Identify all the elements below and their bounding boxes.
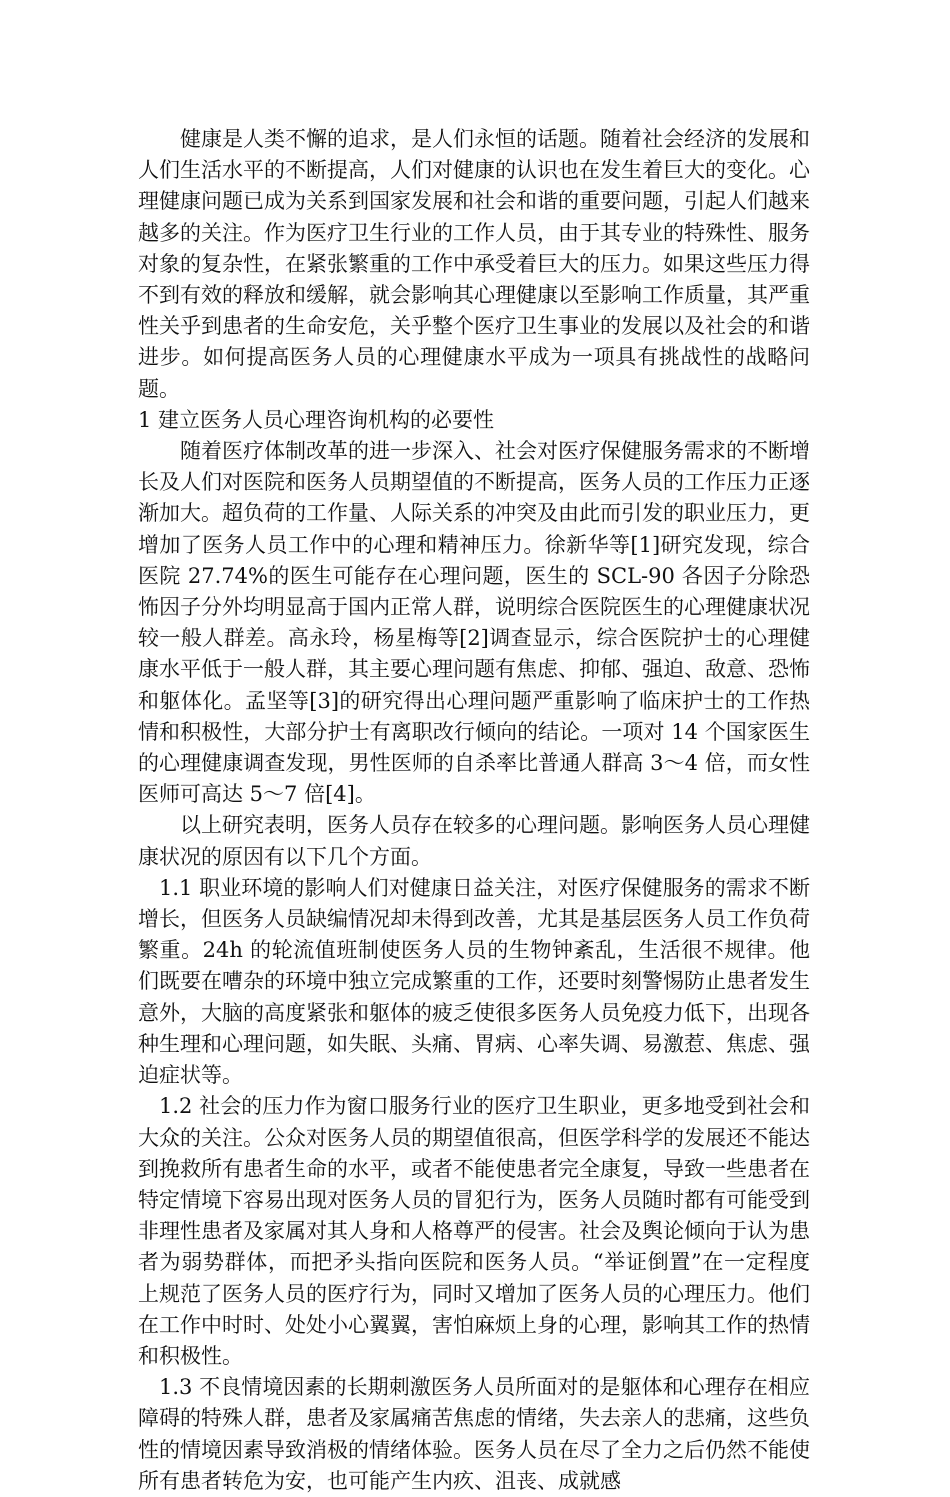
subsection-paragraph: 1.1 职业环境的影响人们对健康日益关注，对医疗保健服务的需求不断增长，但医务人员缺编情况却未得到改善，尤其是基层医务人员工作负荷繁重。24h 的轮流值班制使医务人员的生物钟紊乱，生活很不规律。他们既要在嘈杂的环境中独立完成繁重的工作，还要时刻警惕防止患者发生意外，大脑的高度紧张和躯体的疲乏使很多医务人员免疫力低下，出现各种生理和心理问题，如失眠、头痛、胃病、心率失调、易激惹、焦虑、强迫症状等。: [138, 875, 810, 1088]
document-body: [138, 124, 810, 1497]
intro-paragraph: 健康是人类不懈的追求，是人们永恒的话题。随着社会经济的发展和人们生活水平的不断提高，人们对健康的认识也在发生着巨大的变化。心理健康问题已成为关系到国家发展和社会和谐的重要问题，引起人们越来越多的关注。作为医疗卫生行业的工作人员，由于其专业的特殊性、服务对象的复杂性，在紧张繁重的工作中承受着巨大的压力。如果这些压力得不到有效的释放和缓解，就会影响其心理健康以至影响工作质量，其严重性关乎到患者的生命安危，关乎整个医疗卫生事业的发展以及社会的和谐进步。如何提高医务人员的心理健康水平成为一项具有挑战性的战略问题。: [138, 127, 810, 401]
section-heading: 1 建立医务人员心理咨询机构的必要性: [138, 407, 495, 432]
body-paragraph: 随着医疗体制改革的进一步深入、社会对医疗保健服务需求的不断增长及人们对医院和医务人员期望值的不断提高，医务人员的工作压力正逐渐加大。超负荷的工作量、人际关系的冲突及由此而引发的职业压力，更增加了医务人员工作中的心理和精神压力。徐新华等[1]研究发现，综合医院 27.74%的医生可能存在心理问题，医生的 SCL-90 各因子分除恐怖因子分外均明显高于国内正常人群，说明综合医院医生的心理健康状况较一般人群差。高永玲，杨星梅等[2]调查显示，综合医院护士的心理健康水平低于一般人群，其主要心理问题有焦虑、抑郁、强迫、敌意、恐怖和躯体化。孟坚等[3]的研究得出心理问题严重影响了临床护士的工作热情和积极性，大部分护士有离职改行倾向的结论。一项对 14 个国家医生的心理健康调查发现，男性医师的自杀率比普通人群高 3～4 倍，而女性医师可高达 5～7 倍[4]。: [138, 439, 810, 807]
subsection-paragraph: 1.2 社会的压力作为窗口服务行业的医疗卫生职业，更多地受到社会和大众的关注。公众对医务人员的期望值很高，但医学科学的发展还不能达到挽救所有患者生命的水平，或者不能使患者完全康复，导致一些患者在特定情境下容易出现对医务人员的冒犯行为，医务人员随时都有可能受到非理性患者及家属对其人身和人格尊严的侵害。社会及舆论倾向于认为患者为弱势群体，而把矛头指向医院和医务人员。“举证倒置”在一定程度上规范了医务人员的医疗行为，同时又增加了医务人员的心理压力。他们在工作中时时、处处小心翼翼，害怕麻烦上身的心理，影响其工作的热情和积极性。: [138, 1094, 810, 1368]
body-paragraph: 以上研究表明，医务人员存在较多的心理问题。影响医务人员心理健康状况的原因有以下几个方面。: [138, 813, 810, 869]
subsection-paragraph: 1.3 不良情境因素的长期刺激医务人员所面对的是躯体和心理存在相应障碍的特殊人群，患者及家属痛苦焦虑的情绪，失去亲人的悲痛，这些负性的情境因素导致消极的情绪体验。医务人员在尽了全力之后仍然不能使所有患者转危为安，也可能产生内疚、沮丧、成就感: [138, 1375, 810, 1493]
